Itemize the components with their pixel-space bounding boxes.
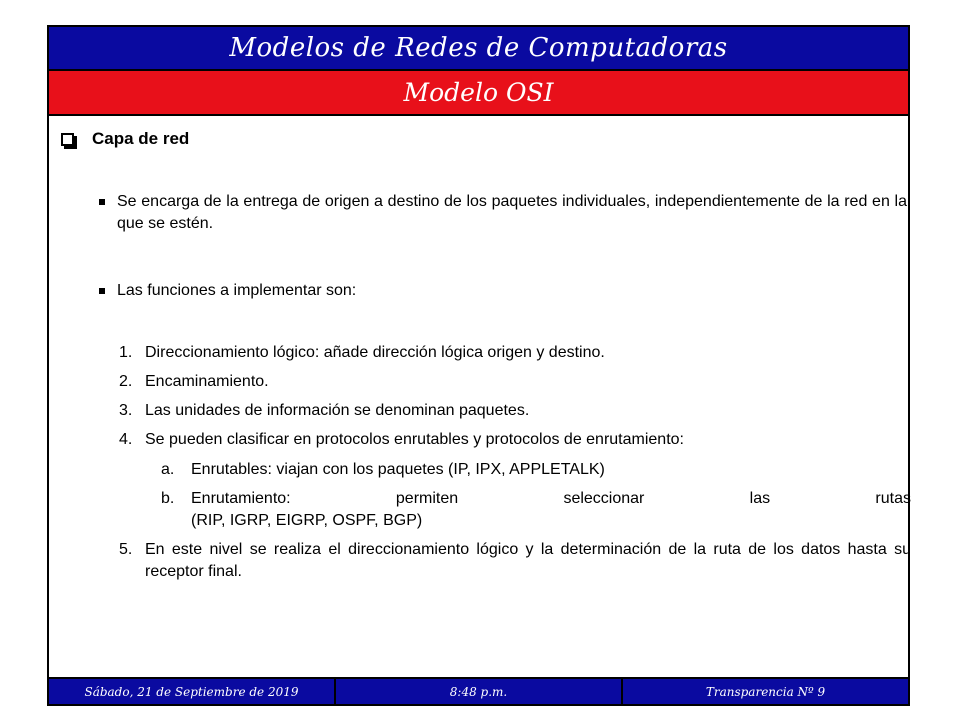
item-text: Encaminamiento.: [145, 373, 269, 390]
sub-item-letter: b.: [161, 490, 175, 507]
sub-item-letter: a.: [161, 461, 175, 478]
footer-date: Sábado, 21 de Septiembre de 2019: [49, 679, 336, 704]
bullet-item: [99, 191, 911, 235]
section-heading: [61, 129, 189, 149]
numbered-item: [119, 371, 911, 393]
footer-bar: [49, 677, 908, 704]
numbered-item: [119, 429, 911, 451]
sub-item-text: (RIP, IGRP, EIGRP, OSPF, BGP): [191, 512, 423, 529]
sub-item-continuation: [161, 510, 911, 532]
footer-time: 8:48 p.m.: [336, 679, 623, 704]
sub-item-text: Enrutamiento: permiten seleccionar las rutas: [191, 490, 911, 507]
item-number: 4.: [119, 431, 133, 448]
sub-item-text: Enrutables: viajan con los paquetes (IP, IPX, APPLETALK): [191, 461, 605, 478]
sub-item: [161, 459, 911, 481]
item-text: Se pueden clasificar en protocolos enrutables y protocolos de enrutamiento:: [145, 431, 684, 448]
slide-title: Modelos de Redes de Computadoras: [229, 33, 728, 63]
title-bar: [49, 27, 908, 71]
bullet-text: Las funciones a implementar son:: [117, 282, 357, 299]
slide-subtitle: Modelo OSI: [403, 78, 554, 107]
item-text: Direccionamiento lógico: añade dirección lógica origen y destino.: [145, 344, 605, 361]
square-bullet-icon: [99, 288, 105, 294]
sub-item: [161, 488, 911, 510]
numbered-item: [119, 539, 911, 583]
section-heading-text: Capa de red: [92, 129, 190, 148]
item-number: 3.: [119, 402, 133, 419]
numbered-item: [119, 342, 911, 364]
subtitle-bar: [49, 71, 908, 116]
item-text: Las unidades de información se denominan paquetes.: [145, 402, 530, 419]
bullet-text: Se encarga de la entrega de origen a destino de los paquetes individuales, independientemente de la red en la que se estén.: [117, 193, 907, 232]
item-number: 1.: [119, 344, 133, 361]
item-number: 2.: [119, 373, 133, 390]
item-text: En este nivel se realiza el direccionamiento lógico y la determinación de la ruta de los datos hasta su receptor final.: [145, 541, 911, 580]
item-number: 5.: [119, 541, 133, 558]
footer-slide-number: Transparencia Nº 9: [705, 684, 826, 699]
bullet-item: [99, 280, 911, 302]
item-bold-term: Direccionamiento lógico:: [145, 344, 320, 361]
slide: [47, 25, 910, 706]
numbered-item: [119, 400, 911, 422]
checkbox-bullet-icon: [61, 133, 74, 146]
square-bullet-icon: [99, 199, 105, 205]
